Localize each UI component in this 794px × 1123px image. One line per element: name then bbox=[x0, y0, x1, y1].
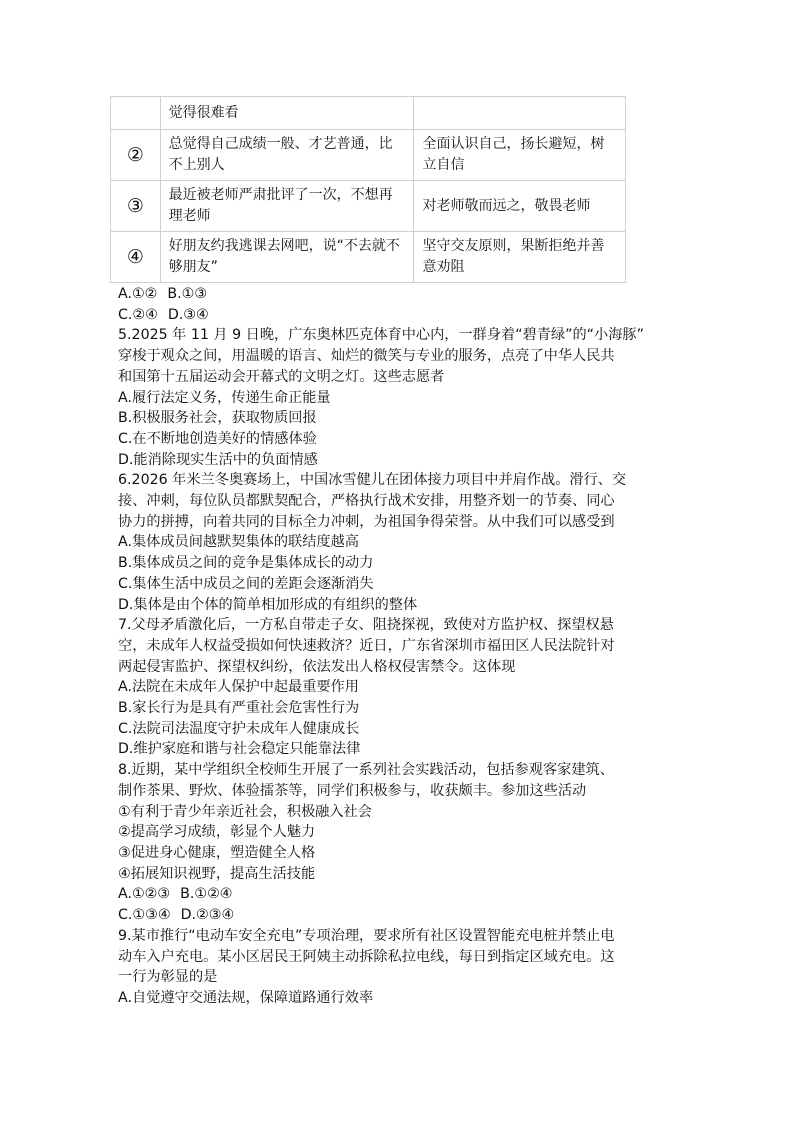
scenario-table bbox=[110, 96, 626, 283]
statement-item: ②提高学习成绩，彰显个人魅力 bbox=[118, 824, 316, 841]
response-cell bbox=[414, 97, 626, 130]
question-stem-line: 协力的拼搏，向着共同的目标全力冲刺，为祖国争得荣誉。从中我们可以感受到 bbox=[118, 513, 615, 530]
option-c[interactable]: C.①③④ bbox=[118, 907, 171, 924]
option-c[interactable]: C.集体生活中成员之间的差距会逐渐消失 bbox=[118, 575, 374, 592]
q4-options bbox=[118, 284, 678, 325]
table-row bbox=[111, 181, 626, 232]
option-a[interactable]: A.①② bbox=[118, 286, 158, 302]
question-stem-line: 6.2026 年米兰冬奥赛场上，中国冰雪健儿在团体接力项目中并肩作战。滑行、交 bbox=[118, 472, 627, 489]
response-cell: 坚守交友原则，果断拒绝并善意劝阻 bbox=[414, 232, 626, 283]
option-a[interactable]: A.自觉遵守交通法规，保障道路通行效率 bbox=[118, 989, 374, 1006]
option-b[interactable]: B.集体成员之间的竞争是集体成长的动力 bbox=[118, 555, 374, 572]
question-stem-line: 两起侵害监护、探望权纠纷，依法发出人格权侵害禁令。这体现 bbox=[118, 658, 516, 675]
option-d[interactable]: D.能消除现实生活中的负面情感 bbox=[118, 451, 318, 468]
statement-item: ①有利于青少年亲近社会，积极融入社会 bbox=[118, 803, 372, 820]
question-stem-line: 和国第十五届运动会开幕式的文明之灯。这些志愿者 bbox=[118, 368, 445, 385]
situation-cell: 觉得很难看 bbox=[160, 97, 414, 130]
option-c[interactable]: C.在不断地创造美好的情感体验 bbox=[118, 430, 317, 447]
row-number bbox=[111, 97, 161, 130]
option-a[interactable]: A.集体成员间越默契集体的联结度越高 bbox=[118, 534, 359, 551]
option-b[interactable]: B.①③ bbox=[167, 286, 208, 302]
option-c[interactable]: C.法院司法温度守护未成年人健康成长 bbox=[118, 720, 360, 737]
question-stem-line: 空，未成年人权益受损如何快速救济？近日，广东省深圳市福田区人民法院针对 bbox=[118, 637, 615, 654]
option-a[interactable]: A.法院在未成年人保护中起最重要作用 bbox=[118, 679, 359, 696]
situation-cell: 最近被老师严肃批评了一次，不想再理老师 bbox=[160, 181, 414, 232]
question-stem-line: 7.父母矛盾激化后，一方私自带走子女、阻挠探视，致使对方监护权、探望权悬 bbox=[118, 617, 614, 634]
statement-item: ③促进身心健康，塑造健全人格 bbox=[118, 844, 316, 861]
response-cell: 对老师敬而远之，敬畏老师 bbox=[414, 181, 626, 232]
question-stem-line: 接、冲刺，每位队员都默契配合，严格执行战术安排，用整齐划一的节奏、同心 bbox=[118, 493, 615, 510]
table-row bbox=[111, 232, 626, 283]
option-b[interactable]: B.家长行为是具有严重社会危害性行为 bbox=[118, 700, 360, 717]
option-c[interactable]: C.②④ bbox=[118, 306, 158, 323]
statement-item: ④拓展知识视野，提高生活技能 bbox=[118, 865, 316, 882]
question-7 bbox=[118, 615, 678, 760]
option-b[interactable]: B.①②④ bbox=[180, 886, 233, 903]
question-stem-line: 一行为彰显的是 bbox=[118, 969, 218, 986]
question-stem-line: 穿梭于观众之间，用温暖的语言、灿烂的微笑与专业的服务，点亮了中华人民共 bbox=[118, 348, 615, 365]
question-8 bbox=[118, 760, 678, 926]
table-row bbox=[111, 97, 626, 130]
question-6 bbox=[118, 470, 678, 615]
situation-cell: 总觉得自己成绩一般、才艺普通，比不上别人 bbox=[160, 130, 414, 181]
situation-cell: 好朋友约我逃课去网吧，说“不去就不够朋友” bbox=[160, 232, 414, 283]
question-stem-line: 制作茶果、野炊、体验擂茶等，同学们积极参与，收获颇丰。参加这些活动 bbox=[118, 782, 587, 799]
question-stem-line: 8.近期，某中学组织全校师生开展了一系列社会实践活动，包括参观客家建筑、 bbox=[118, 762, 614, 779]
question-9 bbox=[118, 926, 678, 1009]
option-d[interactable]: D.③④ bbox=[167, 306, 209, 323]
option-d[interactable]: D.②③④ bbox=[180, 907, 235, 924]
row-number: ③ bbox=[111, 181, 161, 232]
row-number: ④ bbox=[111, 232, 161, 283]
question-stem-line: 动车入户充电。某小区居民王阿姨主动拆除私拉电线，每日到指定区域充电。这 bbox=[118, 948, 615, 965]
response-cell: 全面认识自己，扬长避短，树立自信 bbox=[414, 130, 626, 181]
option-d[interactable]: D.维护家庭和谐与社会稳定只能靠法律 bbox=[118, 741, 361, 758]
option-a[interactable]: A.履行法定义务，传递生命正能量 bbox=[118, 389, 331, 406]
question-stem-line: 9.某市推行“电动车安全充电”专项治理，要求所有社区设置智能充电桩并禁止电 bbox=[118, 927, 615, 944]
option-a[interactable]: A.①②③ bbox=[118, 886, 171, 903]
option-d[interactable]: D.集体是由个体的简单相加形成的有组织的整体 bbox=[118, 596, 418, 613]
option-b[interactable]: B.积极服务社会，获取物质回报 bbox=[118, 410, 317, 427]
question-stem-line: 5.2025 年 11 月 9 日晚，广东奥林匹克体育中心内，一群身着“碧青绿”的“小海豚” bbox=[118, 327, 644, 344]
exam-page bbox=[118, 96, 678, 1009]
question-5 bbox=[118, 325, 678, 470]
table-row bbox=[111, 130, 626, 181]
row-number: ② bbox=[111, 130, 161, 181]
